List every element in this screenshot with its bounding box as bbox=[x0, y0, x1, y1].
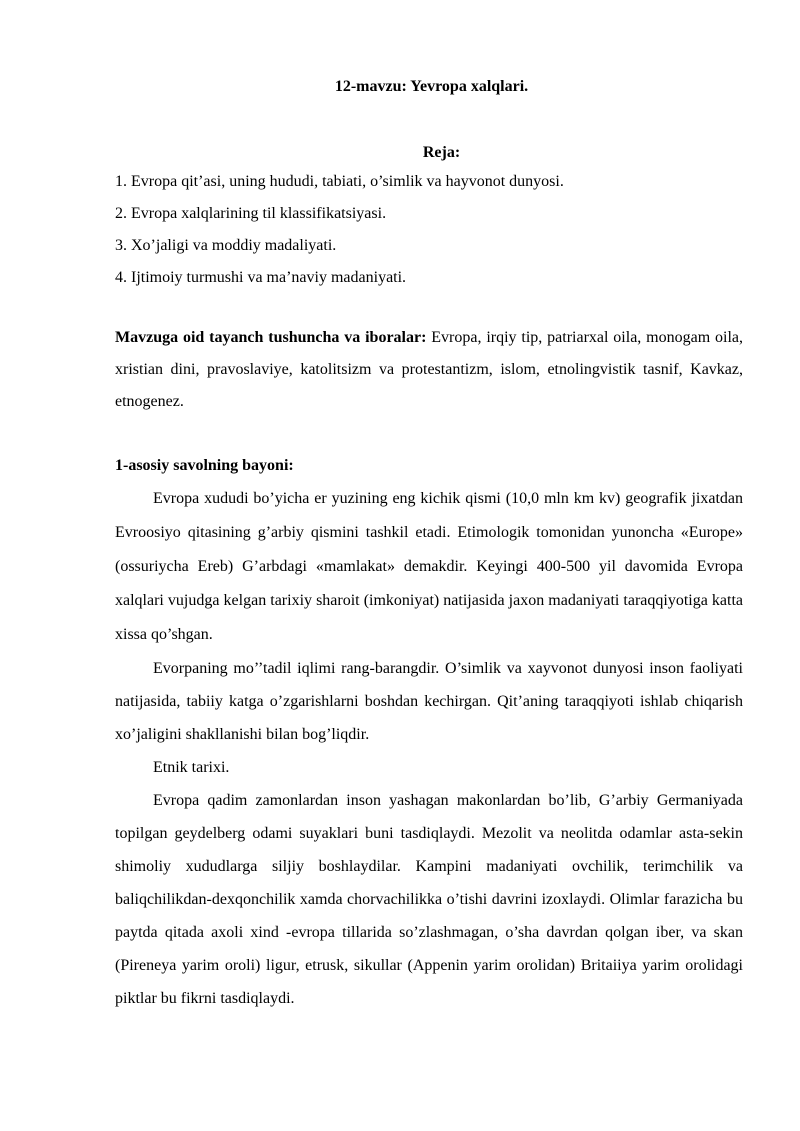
plan-list bbox=[115, 166, 743, 294]
body-paragraph: Evorpaning mo’’tadil iqlimi rang-barangdir. O’simlik va xayvonot dunyosi inson faoliyati natijasida, tabiiy katga o’zgarishlarni boshdan kechirgan. Qit’aning taraqqiyoti ishlab chiqarish xo’jaligini shakllanishi bilan bog’liqdir. bbox=[115, 660, 743, 743]
section-heading: 1-asosiy savolning bayoni: bbox=[115, 457, 294, 474]
keywords-paragraph bbox=[115, 322, 743, 418]
plan-item: 1. Evropa qit’asi, uning hududi, tabiati, o’simlik va hayvonot dunyosi. bbox=[115, 173, 564, 190]
keywords-label: Mavzuga oid tayanch tushuncha va iboralar: bbox=[115, 329, 427, 346]
body-paragraph: Evropa xududi bo’yicha er yuzining eng kichik qismi (10,0 mln km kv) geografik jixatdan Evroosiyo qitasining g’arbiy qismini tashkil etadi. Etimologik tomonidan yunoncha «Europe» (ossuriycha Ereb) G’arbdagi «mamlakat» demakdir. Keyingi 400-500 yil davomida Evropa xalqlari vujudga kelgan tarixiy sharoit (imkoniyat) natijasida jaxon madaniyati taraqqiyotiga katta xissa qo’shgan. bbox=[115, 490, 743, 643]
plan-item: 4. Ijtimoiy turmushi va ma’naviy madaniyati. bbox=[115, 269, 407, 286]
keywords-text: Evropa, irqiy tip, patriarxal oila, monogam oila, xristian dini, pravoslaviye, katolitsizm va protestantizm, islom, etnolingvistik tasnif, Kavkaz, etnogenez. bbox=[115, 329, 743, 410]
plan-item: 3. Xo’jaligi va moddiy madaliyati. bbox=[115, 237, 337, 254]
body-paragraph: Evropa qadim zamonlardan inson yashagan makonlardan bo’lib, G’arbiy Germaniyada topilgan geydelberg odami suyaklari buni tasdiqlaydi. Mezolit va neolitda odamlar asta-sekin shimoliy xududlarga siljiy boshlaydilar. Kampini madaniyati ovchilik, terimchilik va baliqchilikdan-dexqonchilik xamda chorvachilikka o’tishi davrini izoxlaydi. Olimlar farazicha bu paytda qitada axoli xind -evropa tillarida so’zlashmagan, o’sha davrdan qolgan iber, va skan (Pireneya yarim oroli) ligur, etrusk, sikullar (Appenin yarim orolidan) Britaiiya yarim orolidagi piktlar bu fikrni tasdiqlaydi. bbox=[115, 792, 743, 1007]
subheading-paragraph: Etnik tarixi. bbox=[153, 759, 230, 776]
plan-heading: Reja: bbox=[422, 144, 461, 161]
document-title: 12-mavzu: Yevropa xalqlari. bbox=[334, 78, 529, 95]
plan-item: 2. Evropa xalqlarining til klassifikatsiyasi. bbox=[115, 205, 387, 222]
document-page bbox=[115, 74, 743, 1015]
